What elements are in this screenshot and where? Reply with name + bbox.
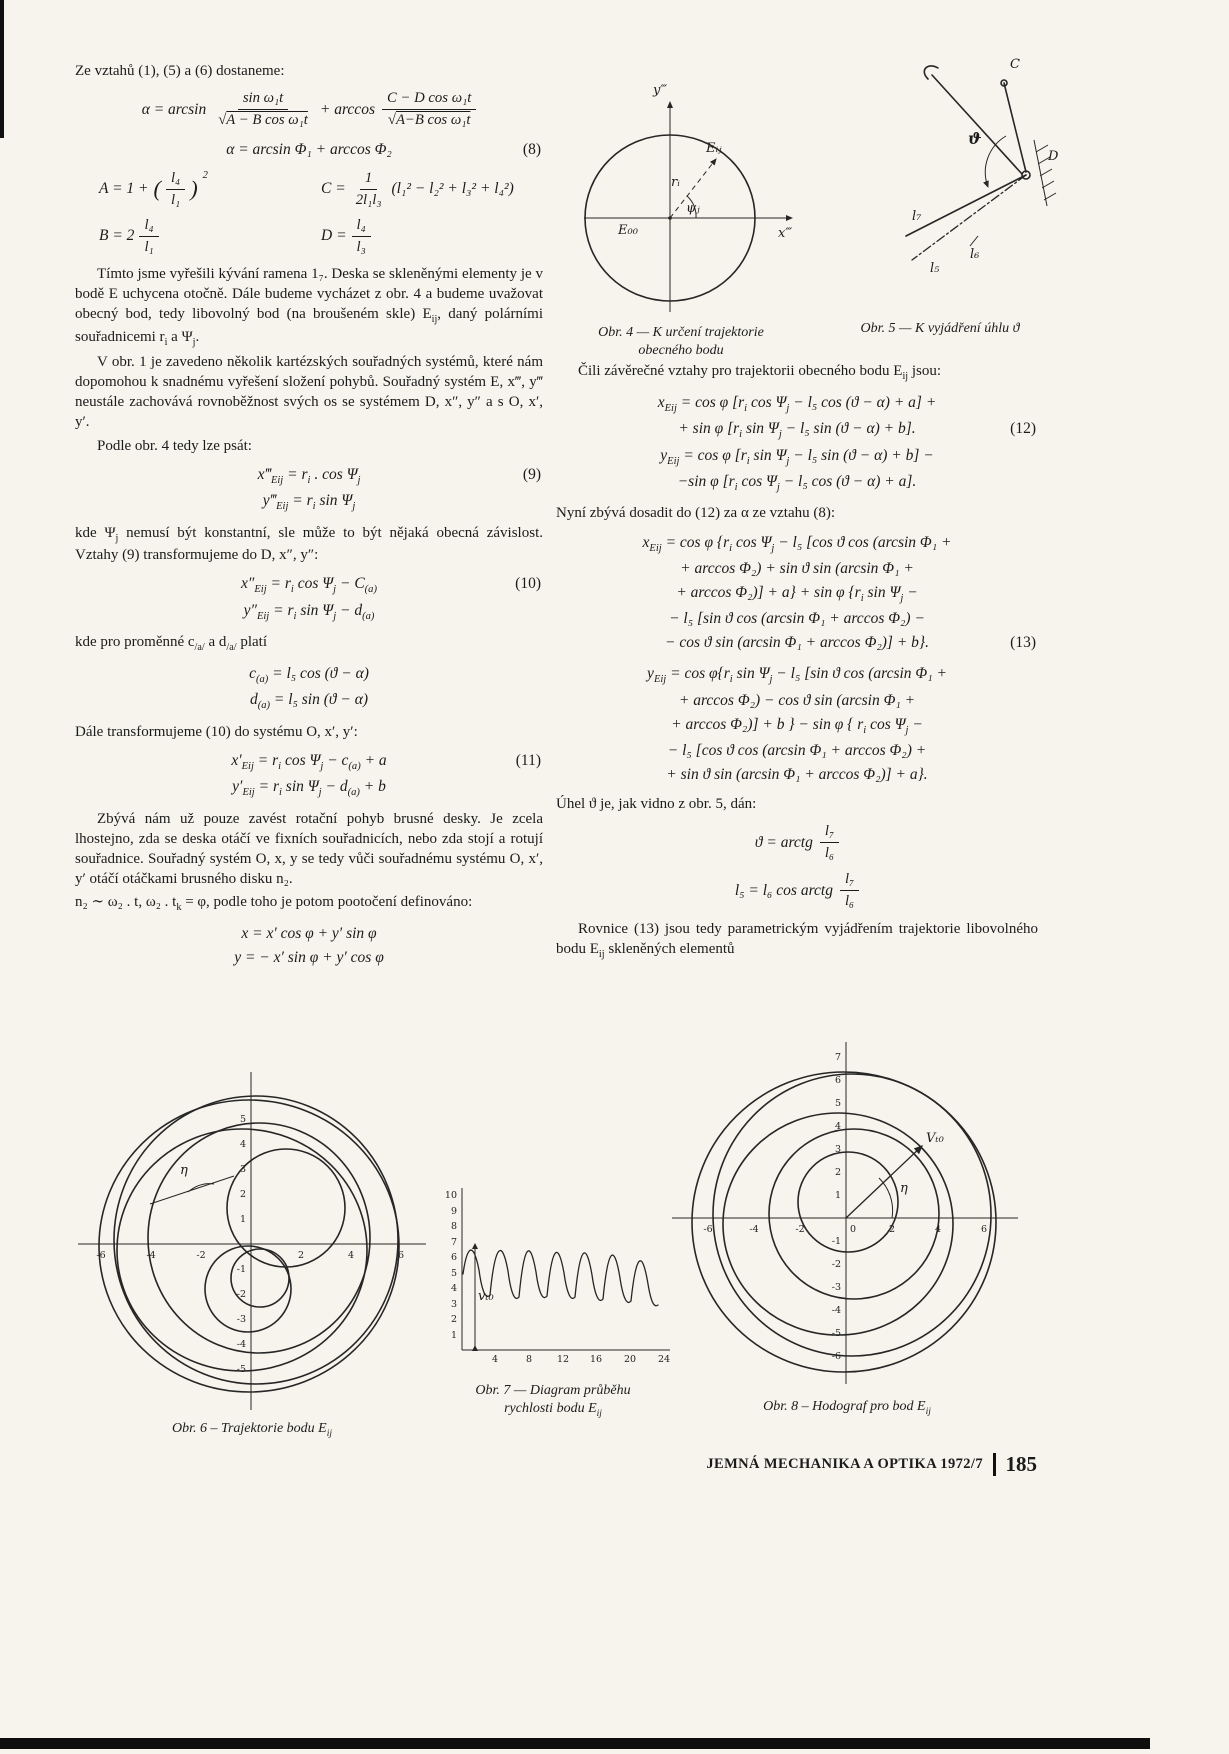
paragraph: kde pro proměnné $c_{/a/}$ a $d_{/a/}$ platí (75, 634, 268, 654)
fig4-radius-label: rᵢ (671, 175, 680, 190)
fig8-velocity-label: Vₜ₀ (926, 1131, 944, 1146)
equation-number: (11) (515, 751, 541, 769)
figure-obr6-plot (62, 1062, 442, 1414)
left-column (75, 58, 543, 977)
fig8-ytick: -6 (831, 1351, 841, 1362)
fig6-ytick: -3 (236, 1314, 246, 1325)
fig6-ytick: 5 (239, 1114, 246, 1125)
fig5-l7-label: l₇ (912, 209, 922, 224)
fig8-xtick: 4 (934, 1224, 942, 1235)
fig6-ytick: -2 (236, 1289, 246, 1300)
fig5-point-d-label: D (1048, 149, 1059, 164)
fig7-ytick: 8 (450, 1221, 457, 1232)
figure-obr5-diagram (820, 56, 1060, 314)
fig6-ytick: 1 (239, 1214, 246, 1225)
fig7-xtick: 4 (491, 1354, 499, 1365)
journal-title: JEMNÁ MECHANIKA A OPTIKA 1972/7 (706, 1456, 983, 1472)
equation-rotation: x = x′ cos φ + y′ sin φ y = − x′ sin φ + y′ cos φ (234, 924, 384, 966)
fig7-ytick: 5 (450, 1268, 457, 1279)
equation-number: (13) (1010, 634, 1036, 652)
fig8-ytick: 7 (834, 1052, 841, 1063)
fig8-xtick: 6 (980, 1224, 988, 1235)
fig4-origin-label: E₀₀ (618, 223, 638, 238)
fig5-theta-label: ϑ (968, 129, 982, 148)
fig6-xtick: 4 (347, 1250, 355, 1261)
fig8-ytick: -1 (831, 1236, 841, 1247)
equation-number: (9) (522, 465, 541, 483)
fig6-ytick: -1 (236, 1264, 246, 1275)
fig8-ytick: 6 (834, 1075, 841, 1086)
fig5-point-c-label: C (1010, 57, 1020, 72)
paragraph: Čili závěrečné vztahy pro trajektorii obecného bodu $E_{ij}$ jsou: (578, 363, 942, 382)
fig7-caption: Obr. 7 — Diagram průběhu rychlosti bodu $E_{ij}$ (475, 1383, 631, 1419)
paragraph-intro: Ze vztahů (1), (5) a (6) dostaneme: (75, 63, 285, 79)
equation-8: α = arcsin Φ₁ + arccos Φ₂ (8) (75, 138, 543, 162)
right-column (556, 358, 1038, 965)
fig7-ytick: 2 (450, 1314, 457, 1325)
paragraph: n₂ ∼ ω₂ . t, ω₂ . $t_k = \varphi$, podle toho je potom pootočení definováno: (75, 894, 473, 914)
fig8-eta-label: η (900, 1181, 908, 1196)
fraction: $\frac{\text{sin ω₁t}}{\text{√A − B cos ω₁t}}$ (218, 90, 308, 129)
fig6-xtick: -6 (96, 1250, 106, 1261)
fig7-xtick: 12 (556, 1354, 570, 1365)
equation-l5: l₅ = l₆ cos arctg $\frac{\text{l₇}}{\text{l₆}}$ (556, 871, 1038, 910)
equation-12: $x_{Eij} = \cos \varphi$ [$r_i$ $\cos \Psi_j - l_5$ cos (ϑ − α) + a] + + sin φ [$r_i$ $\sin \Psi_j - l_5$ sin (ϑ − α) + b]. (12) $y_{Eij} = \cos \varphi$ [$r_i$ $\sin \Psi_j - l_5$ sin (ϑ − α) + b] − −sin φ [$r_i$ $\cos \Psi_j - l_5$ cos (ϑ − α) + a]. (657, 393, 1036, 494)
figure-obr6 (62, 1062, 442, 1440)
paragraph: Zbývá nám už pouze zavést rotační pohyb brusné desky. Je zcela lhostejno, zda se deska otáčí ve fixních souřadnicích, nebo zda stojí a rotují souřadnice. Souřadný systém O, x, y se tedy vůči souřadnému systému O, x′, y′ otáčí otáčkami brusného disku n₂. (75, 810, 543, 887)
fig8-xtick: -2 (795, 1224, 805, 1235)
fig8-ytick: 5 (834, 1098, 841, 1109)
paragraph: Podle obr. 4 tedy lze psát: (97, 437, 252, 454)
equation-8-expanded: α = arcsin $\frac{\text{sin ω₁t}}{\text{√A − B cos ω₁t}}$ + arccos $\frac{\text{C − D cos ω₁t}}{\text{√A−B cos ω₁t}}$ (75, 90, 543, 129)
fig6-xtick: 6 (397, 1250, 405, 1261)
figure-obr4-diagram (556, 62, 806, 318)
fig6-ytick: 2 (239, 1189, 246, 1200)
fig4-x-axis-label: x‴ (778, 226, 793, 241)
scan-edge-mark (0, 0, 4, 138)
fig6-ytick: 4 (239, 1139, 246, 1150)
equation-cd: $c_{(a)} = l_5$ cos (ϑ − α) $d_{(a)} = l_5$ sin (ϑ − α) (249, 664, 369, 712)
paragraph: Dále transformujeme (10) do systému O, x′, y′: (75, 723, 358, 740)
fig4-caption: Obr. 4 — K určení trajektorie obecného bodu (598, 325, 764, 359)
fig7-ytick: 10 (444, 1190, 457, 1201)
figure-obr5 (820, 56, 1060, 338)
fig8-ytick: 3 (834, 1144, 841, 1155)
fig7-ytick: 6 (450, 1252, 457, 1263)
fraction: $\frac{\text{C − D cos ω₁t}}{\text{√A−B cos ω₁t}}$ (382, 90, 476, 129)
paragraph: Úhel ϑ je, jak vidno z obr. 5, dán: (556, 796, 757, 813)
page-footer (706, 1452, 1037, 1477)
fig4-point-label: Eᵢⱼ (706, 141, 722, 156)
fig7-xtick: 24 (657, 1354, 671, 1365)
fig6-xtick: -2 (196, 1250, 206, 1261)
fig5-l5-label: l₅ (930, 261, 940, 276)
fig6-xtick: 2 (297, 1250, 305, 1261)
figure-obr8-plot (662, 1030, 1032, 1392)
fig7-ytick: 7 (450, 1237, 457, 1248)
paragraph: kde $\Psi_j$ nemusí být konstantní, sle může to být nějaká obecná závislost. Vztahy (9) transformujeme do D, x″, y″: (75, 524, 543, 564)
equation-constants-row1: A = 1 + ( $\frac{\text{l₄}}{\text{l₁}}$ ) $^2$ C = $\frac{1}{\text{2l₁l₃}}$ (l₁² − l₂² + l₃² + l₄²) (99, 169, 514, 208)
figure-obr8 (662, 1030, 1032, 1418)
equation-13-y: $y_{Eij} = \cos \varphi\{r_i$ $\sin \Psi_j - l_5$ [sin ϑ cos (arcsin Φ₁ + + arccos Φ₂) − cos ϑ sin (arcsin Φ₁ + + arccos Φ₂)] + b } − sin φ { $r_i$ $\cos \Psi_j$ − − l₅ [cos ϑ cos (arcsin Φ₁ + arccos Φ₂) + + sin ϑ sin (arcsin Φ₁ + arccos Φ₂)] + a}. (647, 665, 947, 784)
equation-number: (8) (522, 140, 541, 158)
equation-10: $x''_{Eij} = r_i$ $\cos \Psi_j - C_{(a)}$ (10) $y''_{Eij} = r_i$ $\sin \Psi_j - d_{(a)}$ (75, 572, 543, 625)
fig7-ytick: 9 (450, 1206, 457, 1217)
equation-theta: ϑ = arctg $\frac{\text{l₇}}{\text{l₆}}$ (556, 823, 1038, 862)
fig8-ytick: -3 (831, 1282, 841, 1293)
fig8-ytick: 4 (834, 1121, 841, 1132)
equation-11: $x'_{Eij} = r_i$ $\cos \Psi_j - c_{(a)} + a$ (11) $y'_{Eij} = r_i$ $\sin \Psi_j - d_{(a)} + b$ (75, 749, 543, 802)
paragraph: Nyní zbývá dosadit do (12) za α ze vztahu (8): (556, 505, 836, 522)
fig8-ytick: -2 (831, 1259, 841, 1270)
fig8-xtick: 2 (888, 1224, 896, 1235)
fig8-ytick: 1 (834, 1190, 841, 1201)
fig7-ytick: 4 (450, 1283, 457, 1294)
fig4-angle-label: ψⱼ (686, 201, 700, 216)
fig6-caption: Obr. 6 – Trajektorie bodu $E_{ij}$ (171, 1421, 333, 1439)
fig6-ytick: 3 (239, 1164, 246, 1175)
equation-number: (10) (515, 575, 541, 593)
page-number: 185 (1005, 1452, 1037, 1476)
fig5-l6-label: l₆ (970, 247, 980, 262)
equation-constants-row2: B = 2 $\frac{\text{l₄}}{\text{l₁}}$ D = $\frac{\text{l₄}}{\text{l₃}}$ (75, 217, 543, 256)
fig7-xtick: 8 (525, 1354, 533, 1365)
fig6-ytick: -4 (236, 1339, 246, 1350)
fig8-ytick: -4 (831, 1305, 841, 1316)
scan-bottom-bar (0, 1738, 1150, 1749)
equation-number: (12) (1010, 420, 1036, 438)
fig6-xtick: -4 (146, 1250, 156, 1261)
fig8-ytick: 2 (834, 1167, 841, 1178)
fig7-ytick: 3 (450, 1299, 457, 1310)
fig7-xtick: 16 (589, 1354, 603, 1365)
equation-9: $x‴_{Eij} = r_i$ . $\cos \Psi_j$ (9) $y‴_{Eij} = r_i$ $\sin \Psi_j$ (75, 463, 543, 516)
fig8-xtick: 0 (849, 1224, 857, 1235)
figure-obr4 (556, 62, 806, 360)
fig7-xtick: 20 (623, 1354, 637, 1365)
fig8-xtick: -6 (703, 1224, 713, 1235)
paragraph: Tímto jsme vyřešili kývání ramena 1₇. Deska se skleněnými elementy je v bodě E uchycena otočně. Dále budeme vycházet z obr. 4 a budeme uvažovat obecný bod, tedy libovolný bod (na broušeném skle) $E_{ij}$, daný polárními souřadnicemi $r_i$ a $\Psi_j$. (75, 265, 543, 348)
fig4-y-axis-label: y‴ (653, 83, 668, 98)
figure-obr7 (428, 1178, 678, 1420)
equation-13-x: $x_{Eij} = \cos \varphi$ {$r_i$ $\cos \Psi_j - l_5$ [cos ϑ cos (arcsin Φ₁ + + arccos Φ₂) + sin ϑ sin (arcsin Φ₁ + + arccos Φ₂)] + a} + sin φ {$r_i$ $\sin \Psi_j$ − − l₅ [sin ϑ cos (arcsin Φ₁ + arccos Φ₂) − − cos ϑ sin (arcsin Φ₁ + arccos Φ₂)] + b}. (13) (556, 531, 1038, 656)
fig6-ytick: -5 (236, 1364, 246, 1375)
fig8-ytick: -5 (831, 1328, 841, 1339)
figure-obr7-plot (428, 1178, 678, 1376)
fig8-xtick: -4 (749, 1224, 759, 1235)
fig7-velocity-label: vₜ₀ (478, 1289, 494, 1304)
fig8-caption: Obr. 8 – Hodograf pro bod $E_{ij}$ (763, 1399, 931, 1417)
fig5-caption: Obr. 5 — K vyjádření úhlu ϑ (860, 321, 1020, 336)
footer-divider (993, 1453, 996, 1476)
paragraph: V obr. 1 je zavedeno několik kartézských souřadných systémů, které nám dopomohou k snadnému vyřešení složení pohybů. Souřadný systém E, x‴, y‴ neustále zachovává rovnoběžnost svých os se systémem D, x″, y″ a s O, x′, y′. (75, 354, 543, 431)
fig7-ytick: 1 (450, 1330, 457, 1341)
paragraph: Rovnice (13) jsou tedy parametrickým vyjádřením trajektorie libovolného bodu $E_{ij}$ skleněných elementů (556, 921, 1038, 961)
fig6-eta-label: η (180, 1163, 188, 1178)
